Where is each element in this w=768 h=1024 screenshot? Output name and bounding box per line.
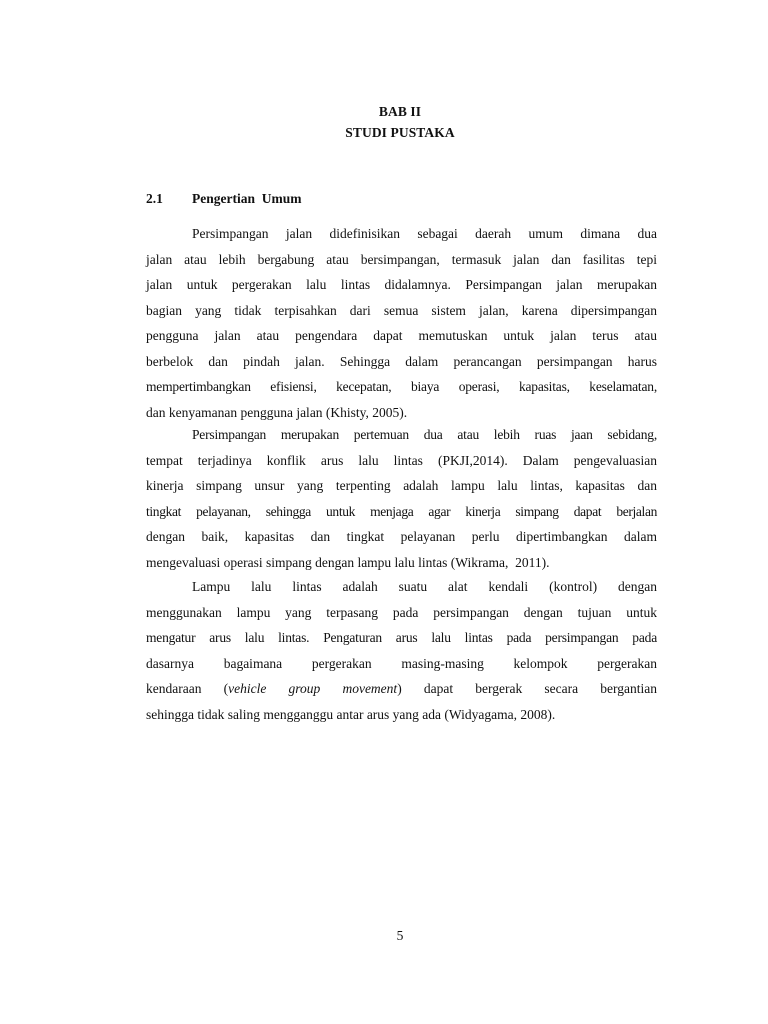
paragraph-line: mempertimbangkan efisiensi, kecepatan, biaya operasi, kapasitas, keselamatan,	[146, 379, 657, 394]
paragraph-line: tempat terjadinya konflik arus lalu lintas (PKJI,2014). Dalam pengevaluasian	[146, 452, 657, 468]
paragraph-line: bagian yang tidak terpisahkan dari semua sistem jalan, karena dipersimpangan	[146, 302, 657, 318]
section-title: Pengertian Umum	[192, 191, 302, 206]
paragraph-1	[146, 221, 657, 425]
paragraph-line: dasarnya bagaimana pergerakan masing-masing kelompok pergerakan	[146, 655, 657, 671]
paragraph-line: jalan atau lebih bergabung atau bersimpangan, termasuk jalan dan fasilitas tepi	[146, 251, 657, 267]
chapter-number: BAB II	[378, 104, 422, 119]
paragraph-line: sehingga tidak saling mengganggu antar arus yang ada (Widyagama, 2008).	[146, 706, 556, 722]
paragraph-line	[146, 676, 657, 702]
italic-term: vehicle group movement	[228, 681, 398, 696]
paragraph-line: mengatur arus lalu lintas. Pengaturan arus lalu lintas pada persimpangan pada	[146, 630, 657, 645]
paragraph-line: berbelok dan pindah jalan. Sehingga dalam perancangan persimpangan harus	[146, 353, 657, 369]
section-heading	[146, 191, 301, 207]
paragraph-line: Lampu lalu lintas adalah suatu alat kendali (kontrol) dengan	[192, 579, 657, 594]
section-number: 2.1	[146, 191, 163, 206]
paragraph-2	[146, 422, 657, 575]
paragraph-line: kinerja simpang unsur yang terpenting adalah lampu lalu lintas, kapasitas dan	[146, 478, 657, 493]
paragraph-line: mengevaluasi operasi simpang dengan lampu lalu lintas (Wikrama, 2011).	[146, 554, 550, 570]
paragraph-3	[146, 574, 657, 727]
chapter-title: STUDI PUSTAKA	[345, 125, 455, 140]
paragraph-line: Persimpangan merupakan pertemuan dua atau lebih ruas jaan sebidang,	[192, 427, 657, 442]
paragraph-line: tingkat pelayanan, sehingga untuk menjaga agar kinerja simpang dapat berjalan	[146, 503, 657, 519]
paragraph-line: jalan untuk pergerakan lalu lintas didalamnya. Persimpangan jalan merupakan	[146, 277, 657, 292]
page-number: 5	[396, 928, 404, 943]
paragraph-line: pengguna jalan atau pengendara dapat memutuskan untuk jalan terus atau	[146, 328, 657, 343]
paragraph-line: dan kenyamanan pengguna jalan (Khisty, 2005).	[146, 404, 408, 420]
line-text: kendaraan (	[146, 681, 229, 696]
line-text: ) dapat bergerak secara bergantian	[397, 681, 658, 696]
paragraph-line: Persimpangan jalan didefinisikan sebagai daerah umum dimana dua	[192, 226, 657, 241]
paragraph-line: dengan baik, kapasitas dan tingkat pelayanan perlu dipertimbangkan dalam	[146, 529, 657, 544]
paragraph-line: menggunakan lampu yang terpasang pada persimpangan dengan tujuan untuk	[146, 604, 657, 620]
